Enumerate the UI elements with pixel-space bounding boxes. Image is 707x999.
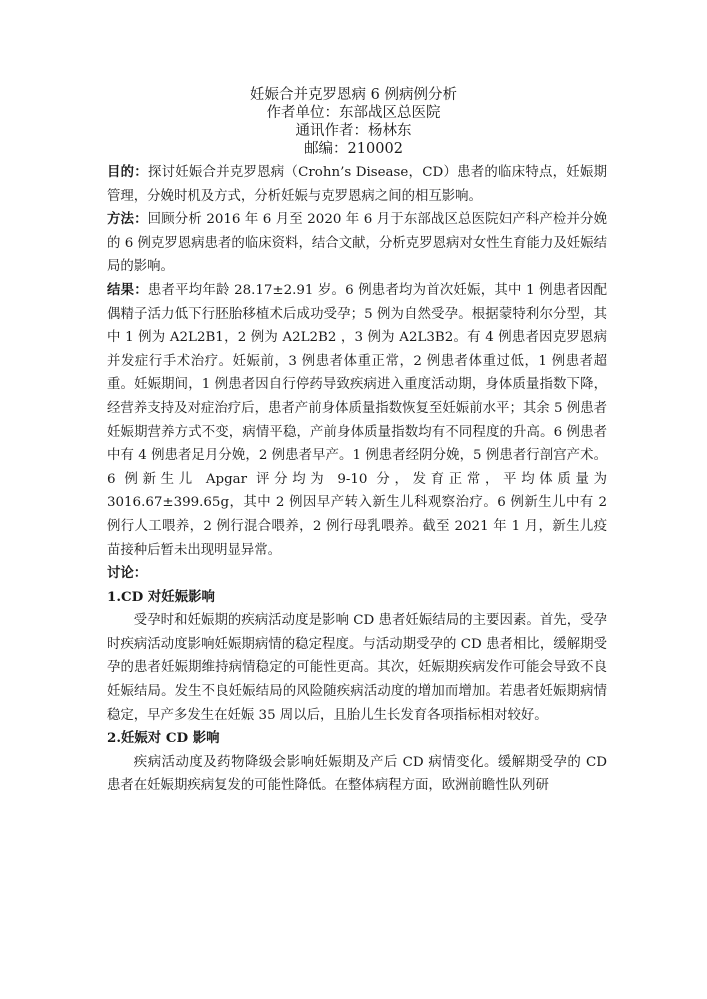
author-affiliation: 作者单位：东部战区总医院: [266, 105, 441, 121]
section2-paragraph: 疾病活动度及药物降级会影响妊娠期及产后 CD 病情变化。缓解期受孕的 CD 患者在妊娠期疾病复发的可能性降低。在整体病程方面，欧洲前瞻性队列研: [107, 754, 607, 794]
results-label: 结果：: [107, 281, 148, 298]
methods-label: 方法：: [107, 211, 148, 228]
postcode: 邮编：210002: [304, 141, 403, 157]
paper-header: [0, 86, 707, 158]
methods-paragraph: [107, 208, 607, 279]
section1-paragraph: 受孕时和妊娠期的疾病活动度是影响 CD 患者妊娠结局的主要因素。首先，受孕时疾病活动度影响妊娠期病情的稳定程度。与活动期受孕的 CD 患者相比，缓解期受孕的患者妊娠期维持病情稳定的可能性更高。其次，妊娠期疾病发作可能会导致不良妊娠结局。发生不良妊娠结局的风险随疾病活动度的增加而增加。若患者妊娠期病情稳定，早产多发生在妊娠 35 周以后，且胎儿生长发育各项指标相对较好。: [107, 613, 607, 723]
paper-title: 妊娠合并克罗恩病 6 例病例分析: [250, 87, 457, 103]
paper-body: [107, 161, 607, 798]
results-paragraph: [107, 279, 607, 562]
methods-text: 回顾分析 2016 年 6 月至 2020 年 6 月于东部战区总医院妇产科产检并分娩的 6 例克罗恩病患者的临床资料，结合文献，分析克罗恩病对女性生育能力及妊娠结局的影响。: [107, 212, 607, 275]
results-text: 患者平均年龄 28.17±2.91 岁。6 例患者均为首次妊娠，其中 1 例患者因配偶精子活力低下行胚胎移植术后成功受孕；5 例为自然受孕。根据蒙特利尔分型，其中 1 例为 A2L2B1，2 例为 A2L2B2 ，3 例为 A2L3B2。有 4 例患者因克罗恩病并发症行手术治疗。妊娠前，3 例患者体重正常，2 例患者体重过低，1 例患者超重。妊娠期间，1 例患者因自行停药导致疾病进入重度活动期，身体质量指数下降，经营养支持及对症治疗后，患者产前身体质量指数恢复至妊娠前水平；其余 5 例患者妊娠期营养方式不变，病情平稳，产前身体质量指数均有不同程度的升高。6 例患者中有 4 例患者足月分娩，2 例患者早产。1 例患者经阴分娩，5 例患者行剖宫产术。6 例新生儿 Apgar 评分均为 9-10 分，发育正常，平均体质量为 3016.67±399.65g，其中 2 例因早产转入新生儿科观察治疗。6 例新生儿中有 2 例行人工喂养，2 例行混合喂养，2 例行母乳喂养。截至 2021 年 1 月，新生儿疫苗接种后暂未出现明显异常。: [107, 282, 607, 558]
objective-label: 目的：: [107, 164, 148, 180]
objective-text: 探讨妊娠合并克罗恩病（Crohn’s Disease，CD）患者的临床特点，妊娠期管理，分娩时机及方式，分析妊娠与克罗恩病之间的相互影响。: [107, 165, 607, 204]
section1-heading: 1.CD 对妊娠影响: [107, 588, 215, 605]
objective-paragraph: [107, 161, 607, 208]
corresponding-author: 通讯作者：杨林东: [295, 123, 412, 139]
section2-heading: 2.妊娠对 CD 影响: [107, 730, 220, 747]
discussion-label: 讨论：: [107, 565, 148, 582]
